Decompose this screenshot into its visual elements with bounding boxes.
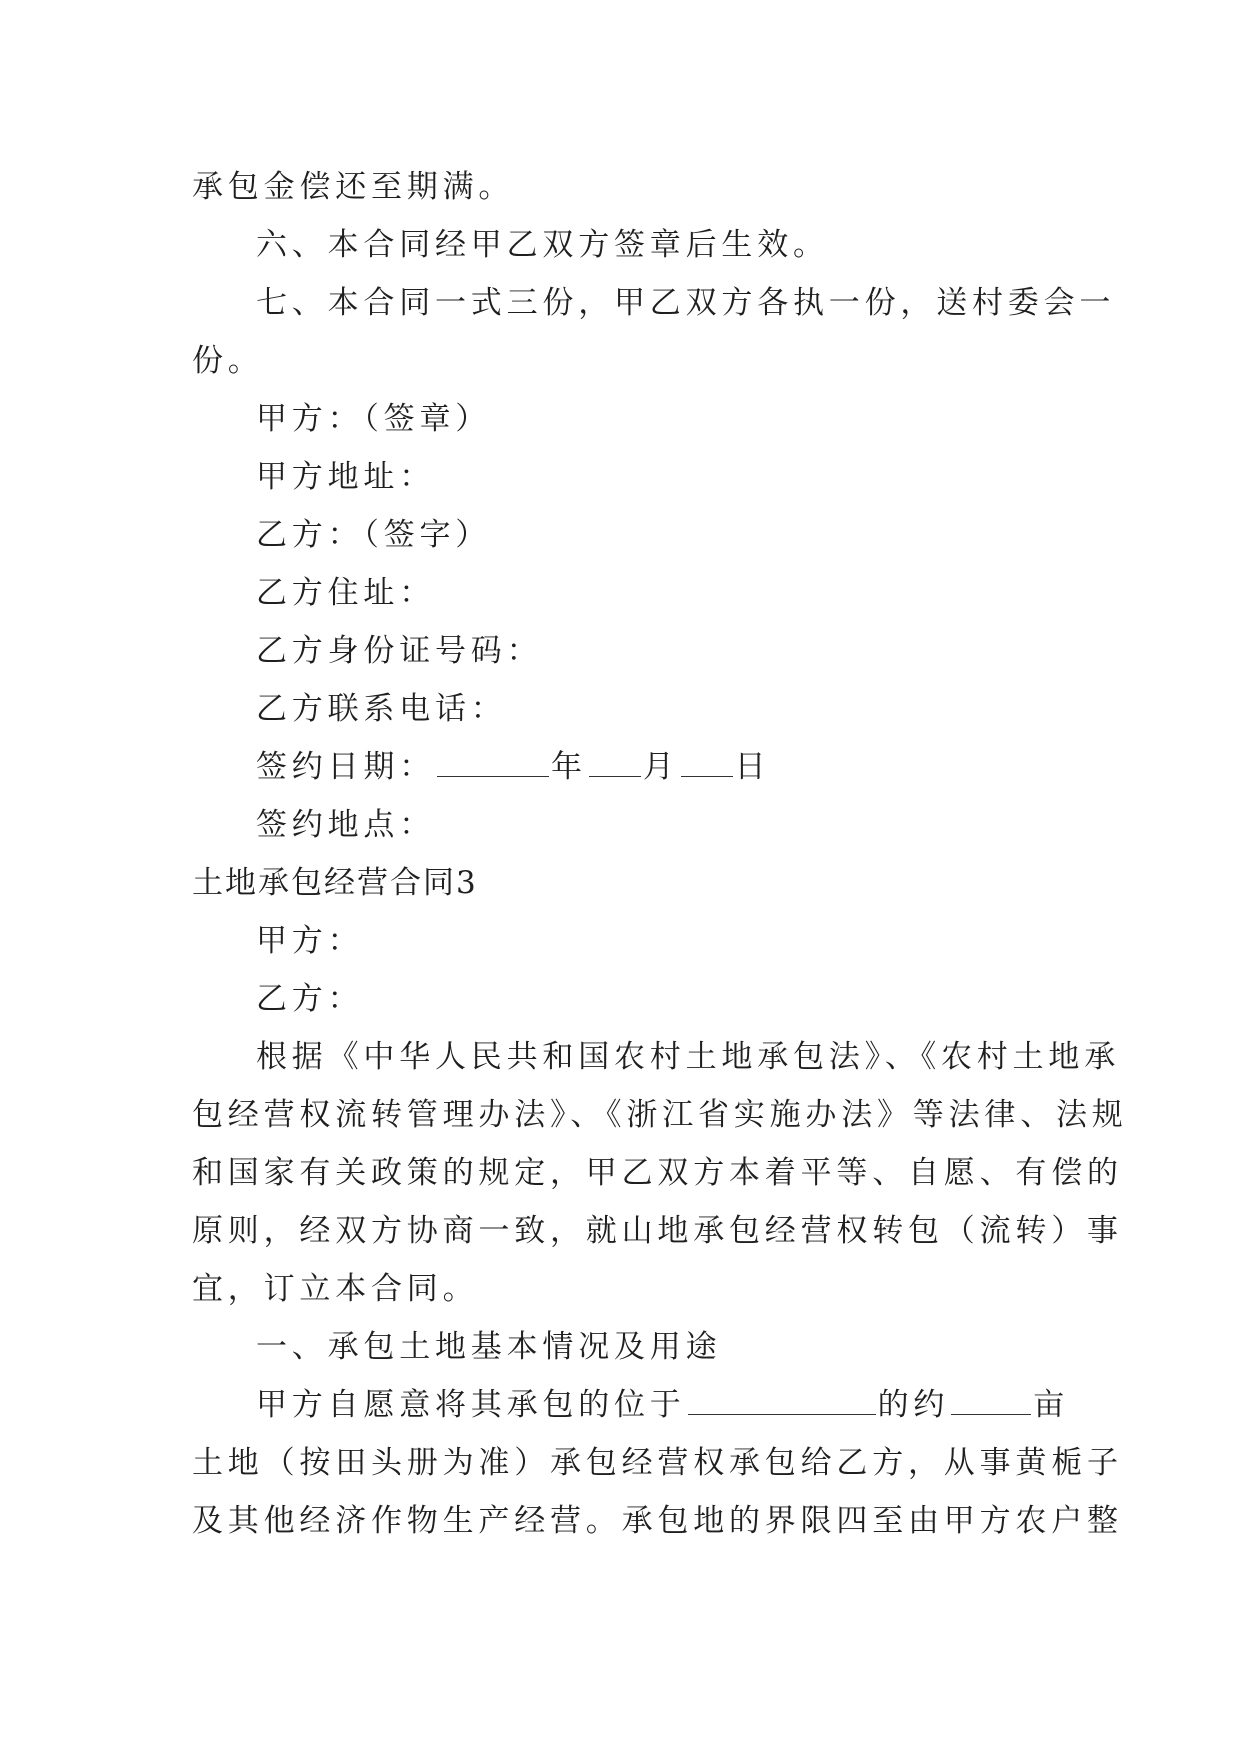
signing-date-label: 签约日期： <box>256 749 435 785</box>
party-b-label: 乙方： <box>256 981 364 1017</box>
paragraph-line: 和国家有关政策的规定，甲乙双方本着平等、自愿、有偿的 <box>192 1155 1123 1191</box>
paragraph-line: 宜，订立本合同。 <box>192 1271 479 1307</box>
text-line: 承包金偿还至期满。 <box>192 169 515 205</box>
day-label: 日 <box>734 749 771 785</box>
land-location-line <box>192 1376 1070 1434</box>
party-b-residence: 乙方住址： <box>256 575 435 611</box>
document-body <box>192 158 1128 1550</box>
land-text-start: 甲方自愿意将其承包的位于 <box>256 1387 686 1423</box>
area-blank <box>951 1378 1031 1415</box>
clause-one-heading: 一、承包土地基本情况及用途 <box>256 1329 722 1365</box>
day-blank <box>681 740 733 777</box>
paragraph-line: 及其他经济作物生产经营。承包地的界限四至由甲方农户整 <box>192 1503 1123 1539</box>
paragraph-line: 包经营权流转管理办法》、《浙江省实施办法》等法律、法规 <box>192 1097 1128 1133</box>
clause-seven-continued: 份。 <box>192 343 264 379</box>
land-text-mid: 的约 <box>877 1387 950 1423</box>
section-title: 土地承包经营合同3 <box>192 865 478 901</box>
paragraph-line: 土地（按田头册为准）承包经营权承包给乙方，从事黄栀子 <box>192 1445 1123 1481</box>
party-a-address: 甲方地址： <box>256 459 435 495</box>
party-a-label: 甲方： <box>256 923 364 959</box>
clause-seven: 七、本合同一式三份，甲乙双方各执一份，送村委会一 <box>256 285 1116 321</box>
signing-place: 签约地点： <box>256 807 435 843</box>
month-blank <box>589 740 641 777</box>
party-b-id-number: 乙方身份证号码： <box>256 633 543 669</box>
paragraph-line: 原则，经双方协商一致，就山地承包经营权转包（流转）事 <box>192 1213 1123 1249</box>
year-label: 年 <box>551 749 587 785</box>
signing-date <box>192 738 1054 796</box>
party-b-phone: 乙方联系电话： <box>256 691 507 727</box>
clause-six: 六、本合同经甲乙双方签章后生效。 <box>256 227 829 263</box>
party-b-signature: 乙方：（签字） <box>256 517 492 553</box>
year-blank <box>437 740 549 777</box>
party-a-signature: 甲方：（签章） <box>256 401 492 437</box>
paragraph-line: 根据《中华人民共和国农村土地承包法》、《农村土地承 <box>256 1039 1120 1075</box>
month-label: 月 <box>642 749 679 785</box>
location-blank <box>688 1378 876 1415</box>
land-text-end: 亩 <box>1033 1387 1070 1423</box>
